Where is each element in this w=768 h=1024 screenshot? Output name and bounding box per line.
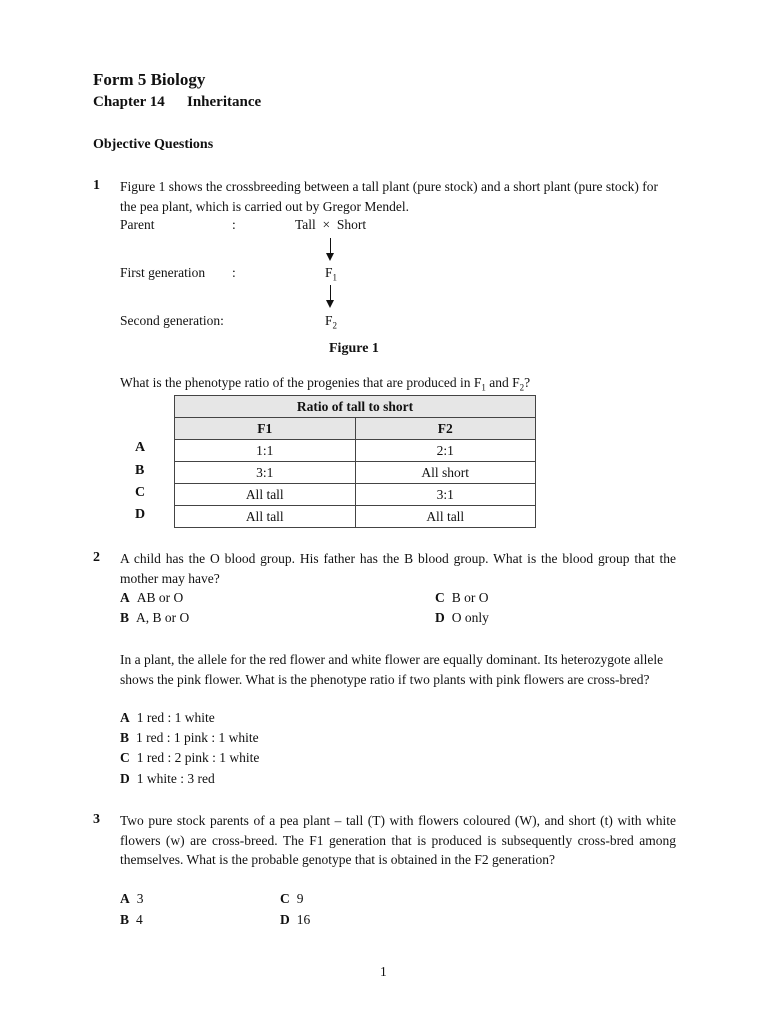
question-2-text: A child has the O blood group. His father has the B blood group. What is the blood group that the mother may have?	[120, 551, 676, 586]
question-number-1: 1	[93, 178, 100, 193]
table-row	[175, 506, 536, 528]
document-title: Form 5 Biology	[93, 70, 206, 89]
table-cell-f1: All tall	[175, 484, 356, 506]
figure-second-generation-value: $F_2$	[325, 313, 338, 331]
question-codominance-text: In a plant, the allele for the red flower and white flower are equally dominant. Its heterozygote allele shows the pink flower. What is the phenotype ratio if two plants with pink flowers are cross-bred?	[120, 652, 664, 687]
figure-parent-label: Parent	[120, 217, 155, 232]
table-row	[175, 484, 536, 506]
page-number: 1	[380, 964, 387, 979]
option-d: D 1 white : 3 red	[120, 771, 215, 786]
question-number-3: 3	[93, 812, 100, 827]
option-c: C B or O	[435, 590, 489, 605]
table-row	[175, 462, 536, 484]
table-row	[175, 440, 536, 462]
option-label-c: C	[135, 485, 146, 500]
option-label-d: D	[135, 507, 146, 522]
table-title-row	[175, 396, 536, 418]
option-c: C 9	[280, 891, 304, 906]
table-cell-f1: All tall	[175, 506, 356, 528]
figure-caption: Figure 1	[329, 341, 379, 356]
question-3-text: Two pure stock parents of a pea plant – tall (T) with flowers coloured (W), and short (t) with white flowers (w) are cross-breed. The F1 generation that is produced is subsequently cross-bred among themselves. What is the probable genotype that is obtained in the F2 generation?	[120, 813, 676, 867]
section-heading: Objective Questions	[93, 137, 214, 152]
column-header-f1: F1	[175, 418, 356, 440]
question-1-prompt: What is the phenotype ratio of the progenies that are produced in $F_1$ and $F_2$?	[120, 375, 531, 393]
figure-first-generation-colon: :	[232, 265, 236, 280]
option-d: D 16	[280, 912, 311, 927]
column-header-f2: F2	[355, 418, 536, 440]
ratio-table	[174, 395, 536, 528]
option-label-b: B	[135, 463, 145, 478]
option-c: C 1 red : 2 pink : 1 white	[120, 750, 260, 765]
figure-first-generation-value: $F_1$	[325, 265, 338, 283]
question-1-text: Figure 1 shows the crossbreeding between a tall plant (pure stock) and a short plant (pure stock) for the pea plant, which is carried out by Gregor Mendel.	[120, 179, 658, 214]
table-cell-f2: All tall	[355, 506, 536, 528]
chapter-number: Chapter 14	[93, 94, 165, 110]
table-cell-f1: 3:1	[175, 462, 356, 484]
option-d: D O only	[435, 610, 489, 625]
question-number-2: 2	[93, 550, 100, 565]
option-b: B 1 red : 1 pink : 1 white	[120, 730, 259, 745]
figure-second-generation-label: Second generation:	[120, 313, 224, 328]
option-label-a: A	[135, 440, 146, 455]
table-cell-f1: 1:1	[175, 440, 356, 462]
table-cell-f2: All short	[355, 462, 536, 484]
option-a: A 1 red : 1 white	[120, 710, 215, 725]
table-cell-f2: 2:1	[355, 440, 536, 462]
table-title: Ratio of tall to short	[175, 396, 536, 418]
option-a: A 3	[120, 891, 144, 906]
table-header-row	[175, 418, 536, 440]
chapter-name: Inheritance	[187, 94, 262, 110]
figure-parent-colon: :	[232, 217, 236, 232]
option-b: B A, B or O	[120, 610, 190, 625]
option-b: B 4	[120, 912, 143, 927]
option-a: A AB or O	[120, 590, 184, 605]
figure-parent-value: Tall × Short	[295, 217, 367, 232]
table-cell-f2: 3:1	[355, 484, 536, 506]
figure-first-generation-label: First generation	[120, 265, 206, 280]
